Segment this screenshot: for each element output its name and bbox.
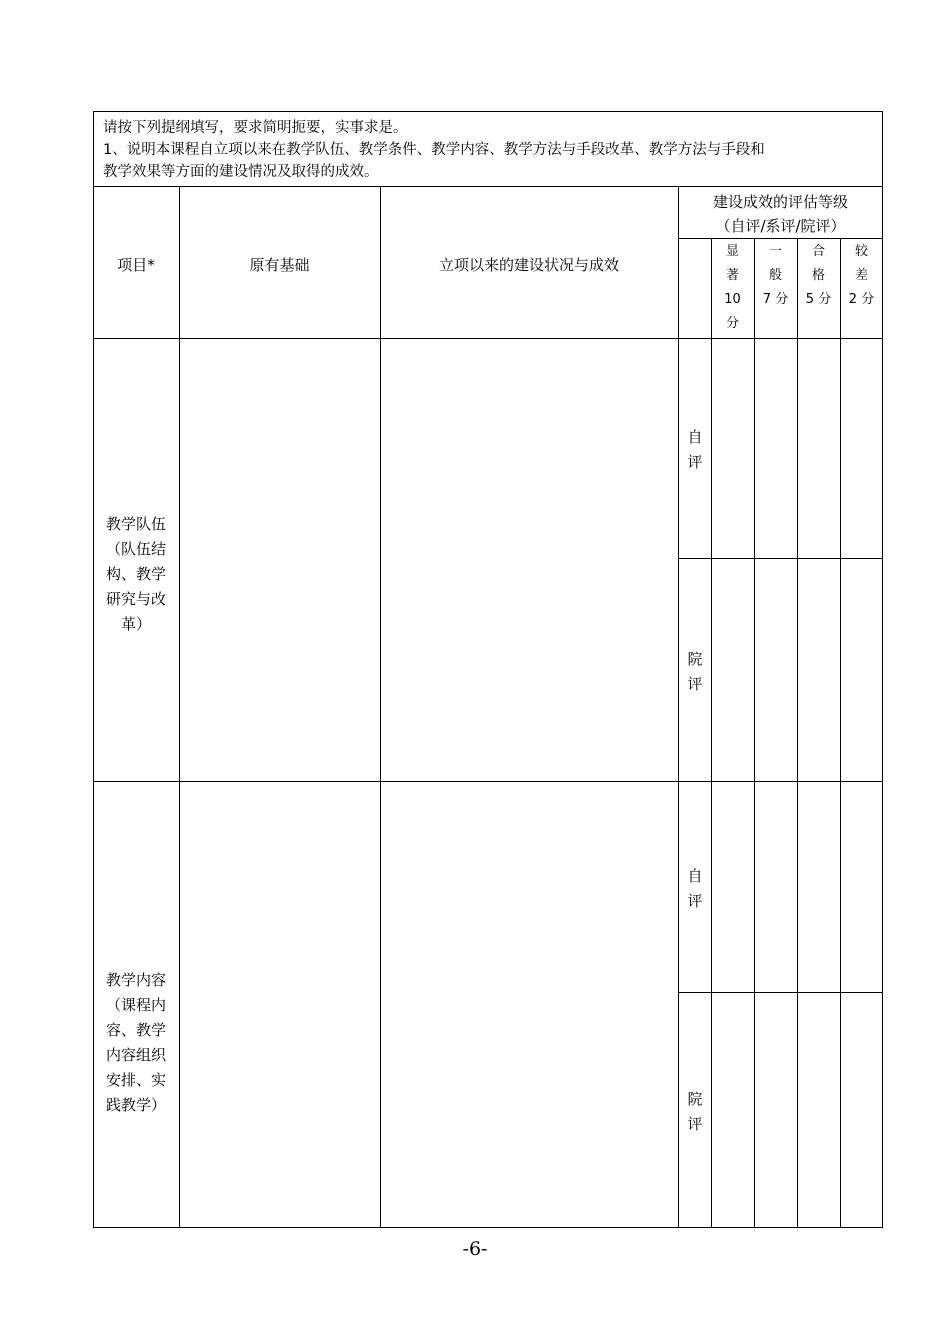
header-basis: 原有基础 — [249, 256, 310, 274]
header-project: 项目* — [117, 256, 155, 274]
row-divider — [678, 238, 883, 239]
instructions — [93, 111, 883, 187]
self-eval-label: 自 评 — [687, 428, 703, 471]
row-label-teaching-content: 教学内容 （课程内 容、教学 内容组织 安排、实 践教学） — [105, 971, 166, 1114]
grade-pass: 合 格 5 分 — [805, 244, 832, 307]
college-eval-label: 院 评 — [687, 650, 703, 693]
grade-poor: 较 差 2 分 — [848, 244, 875, 307]
header-status: 立项以来的建设状况与成效 — [438, 256, 619, 274]
college-eval-label: 院 评 — [687, 1090, 703, 1133]
instruction-line-2: 1、说明本课程自立项以来在教学队伍、教学条件、教学内容、教学方法与手段改革、教学方法与手段和 — [103, 142, 765, 158]
header-eval-subtitle: （自评/系评/院评） — [715, 217, 846, 235]
col-divider — [179, 187, 180, 1228]
col-divider — [754, 238, 755, 1228]
col-divider — [678, 187, 679, 1228]
row-divider — [678, 992, 883, 993]
grade-average: 一 般 7 分 — [762, 244, 789, 307]
grade-significant: 显 著 10 分 — [724, 244, 741, 331]
self-eval-label: 自 评 — [687, 867, 703, 910]
row-label-teaching-team: 教学队伍 （队伍结 构、教学 研究与改 革） — [105, 515, 166, 633]
col-divider — [711, 238, 712, 1228]
page-number: -6- — [462, 1238, 488, 1260]
row-divider — [93, 781, 883, 782]
row-divider — [93, 338, 883, 339]
instruction-line-3: 教学效果等方面的建设情况及取得的成效。 — [103, 164, 379, 180]
row-divider — [678, 558, 883, 559]
instruction-line-1: 请按下列提纲填写，要求简明扼要，实事求是。 — [103, 120, 408, 136]
header-eval-title: 建设成效的评估等级 — [712, 193, 848, 211]
col-divider — [380, 187, 381, 1228]
col-divider — [797, 238, 798, 1228]
col-divider — [840, 238, 841, 1228]
